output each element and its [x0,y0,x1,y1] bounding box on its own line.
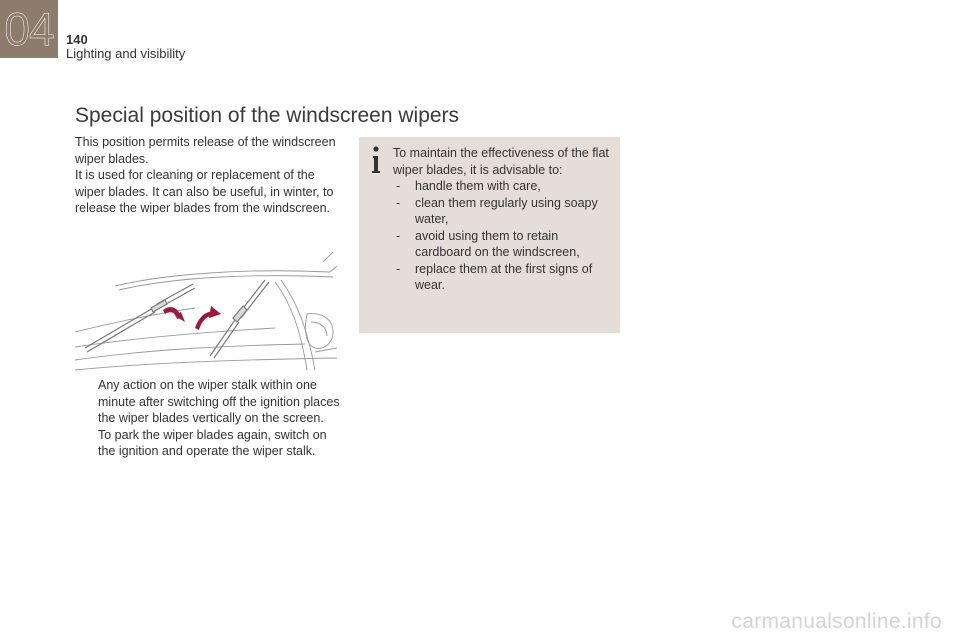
info-item-text: replace them at the first signs of wear. [415,261,593,292]
dash-marker: - [396,195,401,210]
step-text: Any action on the wiper stalk within one minute after switching off the ignition places the wiper blades vertically on the screen. [98,378,340,425]
step-text: To park the wiper blades again, switch on the ignition and operate the wiper stalk. [98,427,327,458]
list-item [393,178,615,195]
dash-marker: - [396,179,401,193]
info-item-text: handle them with care, [415,179,541,193]
info-item-text: clean them regularly using soapy water, [415,195,598,226]
section-title: Special position of the windscreen wipers [75,104,460,127]
chapter-number: 04 [4,3,54,55]
list-item [393,195,615,228]
intro-paragraph: It is used for cleaning or replacement of the wiper blades. It can also be useful, in winter, to release the wiper blades from the windscreen. [75,168,334,215]
chapter-title: Lighting and visibility [66,46,186,61]
info-item-text: avoid using them to retain cardboard on the windscreen, [415,228,580,259]
dash-marker: - [396,228,401,243]
intro-paragraph: This position permits release of the windscreen wiper blades. [75,135,336,166]
list-item [75,377,340,427]
list-item [393,228,615,261]
info-intro: To maintain the effectiveness of the flat wiper blades, it is advisable to: [393,146,609,177]
info-box [359,137,620,333]
watermark: carmanualsonline.info [731,610,942,633]
dash-marker: - [396,261,401,276]
page-number: 140 [66,32,88,47]
chapter-tab [0,0,58,58]
info-list [393,178,615,294]
list-item [393,261,615,294]
list-item [75,427,340,460]
steps-list [75,377,340,460]
windscreen-wipers-raised-illustration [75,252,337,372]
info-content [393,145,615,294]
info-icon [369,145,383,175]
intro-text [75,134,340,217]
